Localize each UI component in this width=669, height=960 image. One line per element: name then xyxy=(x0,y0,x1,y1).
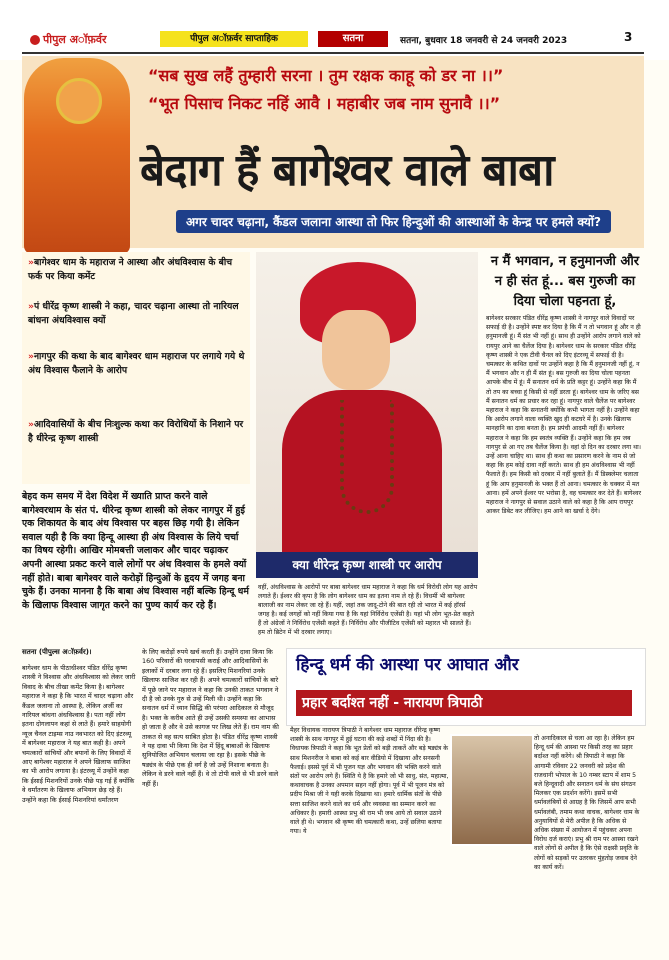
page-number: 3 xyxy=(624,30,633,44)
article-title-line-1: हिन्दू धर्म की आस्था पर आघात और xyxy=(296,655,519,675)
highlight-item: »बागेश्वर धाम के महाराज ने आस्था और अंधविश्वास के बीच फर्क पर किया कमेंट xyxy=(28,257,233,282)
highlight-item: »नागपुर की कथा के बाद बागेश्वर धाम महाराज पर लगाये गये थे अंध विश्वास फैलाने के आरोप xyxy=(28,351,245,376)
tripathi-portrait xyxy=(450,734,534,846)
tripathi-column-2: तो अनादिकाल से चला आ रहा है। लेकिन हम हिन्दू धर्म की आस्था पर किसी तरह का प्रहार बर्दाश्त नहीं करेंगे। श्री त्रिपाठी ने कहा कि आगामी रविवार 22 जनवरी को प्रदेश की राजधानी भोपाल के 10 नम्बर स्टाप में शाम 5 बजे हिन्दूवादी और सनातन धर्म के संघ संगठन मिलकर एक प्रदर्शन करेंगे। इसमें सभी धर्मावलंबियों से आग्रह है कि जिसमें आप सभी धर्मावलंबी, तमाम कथा वाचक, बागेश्वर धाम के अनुयायियों से मेरी अपील है कि अधिक से अधिक संख्या में आयोजन में पहुंचकर अपना विरोध दर्ज कराएं। प्रभु श्री राम पर आस्था रखने वाले लोगों से अपील है कि ऐसे राक्षसी प्रवृति के लोगों को सड़कों पर उतरकर मुंहतोड़ जवाब देने का कार्य करें। xyxy=(534,735,640,871)
photo-beads xyxy=(340,400,394,514)
publication-label: पीपुल अॉफ़र्वर साप्ताहिक xyxy=(160,31,308,47)
city-label: सतना xyxy=(318,31,388,47)
logo-text: पीपुल अॉफ़र्वर xyxy=(43,33,107,46)
logo-icon xyxy=(30,35,40,45)
caption-body: वहीं, अंधविश्वास के आरोपों पर बाबा बागेश्वर धाम महाराज ने कहा कि धर्म विरोधी लोग यह आरोप लगाते हैं। ईश्वर की कृपा है कि लोग बागेश्वर धाम का इतना नाम ले रहे हैं। विधर्मी भी बागेश्वर बालाजी का नाम लेकर जा रहे हैं। यहीं, जहां तक जादू-टोने की बात रही तो भारत में कई हॉरर्स जगह है। कई जगहों को नहीं किया गया है कि यहां निर्विरोध एजेंसी है। यहां भी लोग भूत-प्रेत कहते हैं तो अंग्रेजों ने निर्विरोध एजेंसी कहते हैं। निर्विरोध और पीजीटिव एजेंसी को महारत भी सालते हैं। हम तो ब्रिटेन में भी दरबार लगाए। xyxy=(258,584,478,636)
page-header xyxy=(0,0,669,60)
photo-face xyxy=(322,310,390,390)
arrow-icon: » xyxy=(28,257,34,268)
highlight-item: »पं धीरेंद्र कृष्ण शास्त्री ने कहा, चादर चढ़ाना आस्था तो नारियल बांधना अंधविश्वास क्यों xyxy=(28,301,239,326)
right-column-heading: न मैं भगवान, न हनुमानजी और न ही संत हूं... बस गुरुजी का दिया चोला पहनता हूं, xyxy=(490,254,640,309)
arrow-icon: » xyxy=(28,419,34,430)
date-line: सतना, बुधवार 18 जनवरी से 24 जनवरी 2023 xyxy=(400,36,568,46)
sub-headline: अगर चादर चढ़ाना, कैंडल जलाना आस्था तो फिर हिन्दुओं की आस्थाओं के केन्द्र पर हमले क्यों? xyxy=(176,210,611,233)
right-column-body: बागेश्वर सरकार पंडित धीरेंद्र कृष्ण शास्त्री ने नागपुर वाले विवादों पर सफाई दी है। उन्होंने स्पष्ट कर दिया है कि मैं न तो भगवान हूं और न ही हनुमानजी हूं। मैं संत भी नहीं हूं। साथ ही उन्होंने आरोप लगाने वाले को रायपुर आने का चैलेंज दिया है। बागेश्वर धाम के सरकार पंडित धीरेंद्र कृष्ण शास्त्री ने एक टीवी चैनल को दिए इंटरव्यू में सफाई दी है। चमत्कार के कथित दावों पर उन्होंने कहा है कि मैं हनुमानजी नहीं हूं, न मैं भगवान और न ही मैं संत हूं। बस गुरुजी का दिया चोला पहनता आपके बीच में हूं। मैं सनातन धर्म के प्रति कट्टर हूं। उन्होंने कहा कि मैं तो तप का बच्चा हूं किसी से नहीं डरता हूं। बागेश्वर धाम के जरिए बस मैं सनातन धर्म का प्रचार कर रहा हूं। नागपुर वाले चैलेंज पर बागेश्वर महाराज ने कहा कि सनातनी क्योंकि कभी भागता नहीं है। उन्होंने कहा कि आरोप लगाने वाला व्यक्ति खुद ही कटघरे में है। उनके खिलाफ मानहानि का दावा बनता है। हम प्रपंची आदमी नहीं हैं। बागेश्वर महाराज ने कहा कि हम स्वतंत्र व्यक्ति हैं। उन्होंने कहा कि हम जब नागपुर से आ गए तब चैलेंज किया है। वहां दो दिन का दरबार लगा था। उन्हें आना चाहिए था। साथ ही कथा का प्रसारण करने के नाम से जो कहा कि हम कोई दावा नहीं करते। साथ ही हम अंधविश्वास भी नहीं फैलाते हैं। हम किसी को दरबार में नहीं बुलाते हैं। मैं डिस्क्लेमर चलाता हूं कि आप हनुमानजी के भक्त हैं तो आना। चमत्कार के चक्कर में मत आना। हमें अपने ईश्वर पर भरोसा है, वह चमत्कार कर देते हैं। बागेश्वर महाराज ने नागपुर से सवाल उठाने वाले को कहा है कि आप रायपुर आकर डिबेट कर लीजिए। हम आने का खर्चा दे देंगे। xyxy=(486,315,642,516)
article-column-1: बागेश्वर धाम के पीठाधीश्वर पंडित धीरेंद्र कृष्ण शास्त्री ने विश्वास और अंधविश्वास को लेकर जारी विवाद के बीच तीखा कमेंट किया है। बागेश्वर महाराज ने कहा है कि भारत में चादर चढ़ाना और कैंडल जलाना तो आस्था है, लेकिन अर्जी का नारियल बांधना अंधविश्वास है। पता नहीं लोग इतना दोगलापन कहां से लाते हैं। हमारे साहयोगी न्यूज चैनल टाइम्स नाउ नवभारत को दिए इंटरव्यू में बागेश्वर महाराज ने यह बात कही है। अपने चमत्कारों सांचियों और बयानों के लिए विवादों में आए बागेश्वर महाराज ने अपने खिलाफ साजिश का भी आरोप लगाया है। इंटरव्यू में उन्होंने कहा कि ईसाई मिशनरियों उनके पीछे पड़ गई हैं क्योंकि वे धर्मांतरण के खिलाफ अभियान छेड़ रहे हैं। उन्होंने कहा कि ईसाई मिशनरियां धर्मांतरण xyxy=(22,664,136,804)
arrow-icon: » xyxy=(28,351,34,362)
main-headline: बेदाग हैं बागेश्वर वाले बाबा xyxy=(140,145,554,196)
masthead-logo xyxy=(30,32,107,47)
quote-line-2: “भूत पिसाच निकट नहिं आवै । महाबीर जब नाम सुनावै ।।” xyxy=(148,94,501,113)
article-column-2: के लिए करोड़ों रुपये खर्च करती हैं। उन्होंने दावा किया कि 160 परिवारों की घरवापसी कराई और आदिवासियों के इलाकों में दरबार लगा रहे हैं। इसलिए मिशनरियां उनके खिलाफ साजिश कर रही हैं। अपने चमत्कारों सांचियों के बारे में पूछे जाने पर महाराज ने कहा कि उनकी ताकत भगवान ने दी है जो उनके गुरु से उन्हें मिली थी। उन्होंने कहा कि सनातन धर्म में ध्यान सिद्धि की परंपरा आदिकाल से मौजूद है। भक्त के करीब आते ही उन्हें उसकी समस्या का आभास हो जाता है और वे उसे कागज पर लिख लेते हैं। राम नाम की ताकत से वह सत्य साबित होता है। पंडित धीरेंद्र कृष्ण शास्त्री ने यह दावा भी किया कि देश में हिंदू बाबाओं के खिलाफ सुनियोजित अभियान चलाया जा रहा है। इसके पीछे के षड्यंत्र के पीछे एक ही वर्ग है जो उन्हें निशाना बनाता है। लेकिन वे डरने वाले नहीं हैं। वे तो टोपी वाले से भी डरने वाले नहीं हैं। xyxy=(142,648,279,788)
byline: सतना (पीपुल्स अॉफ़र्वर)। xyxy=(22,648,92,656)
tripathi-column-1: मैहर विधायक नारायण त्रिपाठी ने बागेश्वर धाम महाराज धीरेन्द्र कृष्ण शास्त्री के साथ नागपुर में हुई घटना की कड़े शब्दों में निंदा की है। विधायक त्रिपाठी ने कहा कि भूत प्रेतों को बड़ी ताकतें और बड़े षड्यंत्र के साथ मिशनरीज ने बाबा को कई बार वीडियो में दिखाया और सनसनी फैलाई। इससे पूर्व में भी पूजन यज्ञ और भगवान की भक्ति करने वाले संतों पर आरोप लगे हैं। स्थिति ये है कि हमारे जो भी साधु, संत, महात्मा, कथावाचक है उनका अपमान सहन नहीं होगा। पूर्व में भी पूजन मंत्र को प्रदीप मिश्रा जी ने यही करके दिखाया था। हमारे धार्मिक संतों के पीछे सत्ता साजिश करने वाले का धर्म और व्यवस्था का सम्मान करने का अधिकार है। हमारी आस्था प्रभु श्री राम भी जब आये तो सवाल उठाने वाले ही थे। भगवान श्री कृष्ण की चमत्कारी कथा, उन्हें छलिया बताया गया। ये xyxy=(290,727,449,836)
arrow-icon: » xyxy=(28,301,34,312)
quote-line-1: “सब सुख लहैं तुम्हारी सरना । तुम रक्षक काहू को डर ना ।।” xyxy=(148,66,504,85)
hanuman-face xyxy=(56,78,102,124)
lead-paragraph: बेहद कम समय में देश विदेश में ख्याति प्राप्त करने वाले बागेश्वरधाम के संत पं. धीरेन्द्र कृष्ण शास्त्री को लेकर नागपुर में हुई एक शिकायत के बाद अंध विश्वास पर बहस छिड़ गयी है। लेकिन सवाल यही है कि क्या हिन्दू आस्था ही अंध विश्वास के लिये चर्चा का विषय रहेगी। आखिर मोमबत्ती जलाकर और चादर चढ़ाकर अपनी आस्था प्रकट करने वाले लोगों पर अंध विश्वास के हमले क्यों नहीं होते। बाबा बागेश्वर वाले करोड़ों हिन्दुओं के हृदय में जगह बना चुके हैं। उनका मानना है कि बाबा अंध विश्वास नहीं बल्कि हिन्दू धर्म के खिलाफ विश्वास जागृत करने का पुण्य कार्य कर रहे हैं। xyxy=(22,491,249,611)
highlight-item: »आदिवासियों के बीच निःशुल्क कथा कर विरोधियों के निशाने पर है धीरेन्द्र कृष्ण शास्त्री xyxy=(28,419,244,444)
highlights-box xyxy=(22,252,250,484)
header-rule xyxy=(22,52,644,54)
photo-caption: क्या धीरेन्द्र कृष्ण शास्त्री पर आरोप xyxy=(256,552,478,578)
article-title-line-2: प्रहार बर्दाश्त नहीं - नारायण त्रिपाठी xyxy=(296,690,632,716)
